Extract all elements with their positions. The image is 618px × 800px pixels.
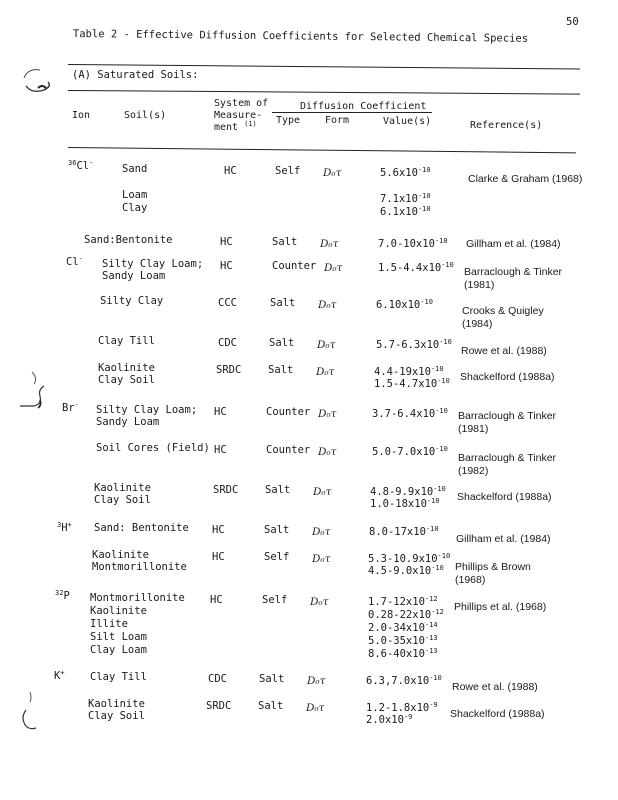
reference: Barraclough & Tinker [464, 266, 563, 278]
value-exponent: -10 [417, 192, 431, 200]
header-ion: Ion [72, 110, 91, 121]
soil-name: Illite [90, 618, 128, 630]
soil-name: Silty Clay Loam; [102, 258, 204, 270]
value-exponent: -9 [429, 701, 438, 709]
value-exponent: -9 [403, 713, 413, 721]
diffusion-form: D₀τ [323, 167, 342, 179]
reference: Rowe et al. (1988) [461, 345, 547, 357]
ion-k-symbol: K [54, 670, 61, 682]
diffusion-type: Salt [265, 484, 291, 496]
measurement-system: CCC [218, 297, 237, 309]
value-mantissa: 0.28-22x10 [368, 609, 432, 621]
header-system-line3-text: ment [214, 122, 239, 133]
soil-name: Clay Loam [90, 644, 147, 656]
diffusion-value [380, 206, 431, 218]
value-exponent: -10 [433, 485, 446, 493]
reference: (1984) [462, 318, 493, 330]
header-system-line2: Measure- [214, 110, 263, 121]
value-exponent: -10 [417, 166, 431, 174]
value-mantissa: 1.7-12x10 [368, 596, 425, 608]
reference: (1968) [455, 574, 486, 586]
ion-br-charge: - [74, 401, 79, 409]
header-references: Reference(s) [470, 120, 543, 131]
diffusion-value [366, 702, 438, 714]
soil-name: Clay Soil [94, 494, 151, 506]
soil-name: Kaolinite [92, 549, 149, 561]
diffusion-type: Salt [268, 364, 294, 376]
ion-br [62, 402, 79, 414]
value-exponent: -14 [424, 621, 438, 629]
soil-name: Clay Till [98, 335, 155, 347]
header-system-line1: System of [214, 98, 269, 109]
soil-name: Clay [122, 202, 148, 214]
header-bottom-rule [68, 147, 576, 153]
header-values: Value(s) [383, 116, 432, 127]
soil-name: Loam [122, 189, 148, 201]
reference: Gillham et al. (1984) [466, 238, 561, 250]
diffusion-type: Counter [272, 260, 317, 272]
binding-mark-top [18, 64, 58, 100]
diffusion-value [372, 408, 448, 420]
value-mantissa: 8.0-17x10 [369, 526, 426, 538]
diffusion-type: Self [262, 594, 288, 606]
diffusion-value [368, 635, 438, 647]
measurement-system: SRDC [206, 700, 232, 712]
header-type: Type [276, 115, 301, 126]
value-exponent: -12 [431, 608, 444, 616]
ion-k [54, 670, 65, 682]
diffusion-value [370, 498, 440, 510]
ion-p32 [55, 590, 70, 602]
value-mantissa: 5.6x10 [380, 167, 418, 179]
binding-mark-bottom [16, 690, 46, 736]
soil-name: Sand: Bentonite [94, 522, 189, 534]
value-exponent: -10 [437, 552, 451, 560]
reference: Phillips & Brown [455, 561, 531, 573]
diffusion-value [378, 238, 448, 250]
diffusion-value [368, 622, 438, 634]
value-mantissa: 7.0-10x10 [378, 238, 435, 250]
value-mantissa: 5.0-7.0x10 [372, 446, 436, 458]
ion-cl-symbol: Cl [66, 256, 79, 268]
diffusion-form: D₀τ [318, 299, 337, 311]
diffusion-value [366, 714, 412, 726]
value-exponent: -10 [429, 674, 442, 682]
ion-cl-charge: - [78, 255, 83, 263]
ion-cl36-charge: - [89, 159, 94, 167]
value-exponent: -12 [424, 595, 438, 603]
diffusion-type: Salt [259, 673, 285, 685]
diffusion-header-rule [272, 112, 432, 113]
page-number: 50 [566, 16, 579, 28]
header-top-rule [68, 90, 580, 95]
table-title: Table 2 - Effective Diffusion Coefficients for Selected Chemical Species [72, 28, 529, 45]
diffusion-value [368, 596, 438, 608]
soil-name: Silty Clay [100, 295, 164, 307]
reference: Crooks & Quigley [462, 305, 544, 317]
diffusion-value [368, 648, 438, 660]
soil-name: Kaolinite [98, 362, 155, 374]
value-mantissa: 3.7-6.4x10 [372, 408, 436, 420]
value-exponent: -10 [437, 377, 450, 385]
reference: (1981) [458, 423, 489, 435]
diffusion-form: D₀τ [310, 596, 329, 608]
header-soils: Soil(s) [124, 110, 167, 121]
measurement-system: HC [212, 524, 225, 536]
value-exponent: -10 [430, 365, 444, 373]
ion-h3 [57, 522, 72, 534]
diffusion-type: Counter [266, 406, 311, 418]
value-mantissa: 1.5-4.4x10 [378, 262, 442, 274]
ion-k-charge: + [60, 669, 65, 677]
measurement-system: HC [220, 260, 233, 272]
diffusion-type: Salt [264, 524, 290, 536]
value-mantissa: 5.3-10.9x10 [368, 553, 438, 565]
soil-name: Clay Soil [98, 374, 155, 386]
diffusion-form: D₀τ [307, 675, 326, 687]
ion-h3-symbol: H [61, 522, 68, 534]
value-exponent: -10 [425, 525, 439, 533]
reference: Shackelford (1988a) [450, 708, 545, 720]
soil-name: Sandy Loam [102, 270, 166, 282]
value-mantissa: 2.0x10 [366, 714, 404, 726]
ion-cl36 [68, 160, 93, 172]
reference: Shackelford (1988a) [460, 371, 555, 383]
value-mantissa: 5.0-35x10 [368, 635, 425, 647]
diffusion-type: Salt [272, 236, 298, 248]
soil-name: Silt Loam [90, 631, 147, 643]
ion-h3-mass: 3 [57, 521, 62, 529]
reference: Rowe et al. (1988) [452, 681, 538, 693]
diffusion-form: D₀τ [324, 262, 343, 274]
value-exponent: -10 [439, 338, 452, 346]
value-mantissa: 6.10x10 [376, 299, 421, 311]
measurement-system: HC [224, 165, 237, 177]
ion-p32-mass: 32 [55, 589, 64, 597]
soil-name: Soil Cores (Field) [96, 442, 210, 454]
header-system-line3 [214, 122, 257, 133]
diffusion-value [372, 446, 448, 458]
diffusion-value [374, 378, 450, 390]
reference: (1981) [464, 279, 495, 291]
diffusion-form: D₀τ [318, 446, 337, 458]
soil-name: Kaolinite [94, 482, 151, 494]
diffusion-value [376, 299, 433, 311]
diffusion-form: D₀τ [318, 408, 337, 420]
value-mantissa: 8.6-40x10 [368, 648, 425, 660]
section-label: (A) Saturated Soils: [72, 69, 199, 81]
value-exponent: -10 [441, 261, 454, 269]
diffusion-type: Self [264, 551, 290, 563]
reference: Shackelford (1988a) [457, 491, 552, 503]
diffusion-type: Counter [266, 444, 311, 456]
soil-name: Montmorillonite [92, 561, 187, 573]
value-exponent: -10 [431, 564, 444, 572]
diffusion-form: D₀τ [312, 553, 331, 565]
reference: Barraclough & Tinker [458, 410, 557, 422]
measurement-system: HC [210, 594, 223, 606]
reference: Phillips et al. (1968) [454, 601, 547, 613]
diffusion-value [378, 262, 454, 274]
ion-p32-symbol: P [63, 590, 70, 602]
measurement-system: CDC [208, 673, 227, 685]
soil-name: Kaolinite [90, 605, 147, 617]
soil-name: Sand [122, 163, 148, 175]
diffusion-value [368, 565, 444, 577]
binding-mark-middle [16, 368, 50, 418]
header-form: Form [325, 115, 350, 126]
diffusion-value [368, 609, 444, 621]
reference: Barraclough & Tinker [458, 452, 557, 464]
value-mantissa: 1.0-18x10 [370, 498, 427, 510]
diffusion-value [374, 366, 444, 378]
value-mantissa: 1.2-1.8x10 [366, 702, 430, 714]
soil-name: Kaolinite [88, 698, 145, 710]
value-mantissa: 4.8-9.9x10 [370, 486, 434, 498]
value-exponent: -10 [435, 407, 448, 415]
soil-name: Montmorillonite [90, 592, 185, 604]
value-mantissa: 6.1x10 [380, 206, 418, 218]
diffusion-type: Salt [258, 700, 284, 712]
value-exponent: -10 [435, 445, 448, 453]
measurement-system: CDC [218, 337, 237, 349]
diffusion-form: D₀τ [313, 486, 332, 498]
soil-name: Clay Soil [88, 710, 145, 722]
value-exponent: -13 [424, 647, 438, 655]
value-exponent: -13 [424, 634, 438, 642]
value-exponent: -10 [417, 205, 431, 213]
value-mantissa: 6.3,7.0x10 [366, 675, 430, 687]
diffusion-type: Salt [270, 297, 296, 309]
measurement-system: HC [214, 444, 227, 456]
value-exponent: -10 [426, 497, 440, 505]
soil-name: Sandy Loam [96, 416, 160, 428]
header-system-note: (1) [244, 120, 257, 128]
diffusion-form: D₀τ [320, 238, 339, 250]
reference: (1982) [458, 465, 489, 477]
measurement-system: HC [214, 406, 227, 418]
soil-name: Silty Clay Loam; [96, 404, 198, 416]
value-mantissa: 4.5-9.0x10 [368, 565, 432, 577]
diffusion-value [366, 675, 442, 687]
value-mantissa: 5.7-6.3x10 [376, 339, 440, 351]
ion-h3-charge: + [67, 521, 72, 529]
reference: Clarke & Graham (1968) [468, 173, 583, 185]
ion-cl36-symbol: Cl [76, 160, 90, 172]
measurement-system: HC [220, 236, 233, 248]
diffusion-value [369, 526, 439, 538]
value-exponent: -10 [420, 298, 433, 306]
measurement-system: HC [212, 551, 225, 563]
diffusion-value [380, 167, 431, 179]
ion-cl36-mass: 36 [68, 159, 77, 167]
soil-name: Clay Till [90, 671, 147, 683]
ion-cl [66, 256, 83, 268]
diffusion-value [376, 339, 452, 351]
diffusion-type: Self [275, 165, 301, 177]
diffusion-form: D₀τ [306, 702, 325, 714]
value-mantissa: 7.1x10 [380, 193, 418, 205]
value-mantissa: 2.0-34x10 [368, 622, 425, 634]
soil-name: Sand:Bentonite [84, 234, 173, 246]
measurement-system: SRDC [213, 484, 239, 496]
diffusion-type: Salt [269, 337, 295, 349]
diffusion-form: D₀τ [316, 366, 335, 378]
header-diffusion-coefficient: Diffusion Coefficient [300, 101, 427, 112]
diffusion-form: D₀τ [312, 526, 331, 538]
ion-br-symbol: Br [62, 402, 75, 414]
reference: Gillham et al. (1984) [456, 533, 551, 545]
value-mantissa: 4.4-19x10 [374, 366, 431, 378]
diffusion-form: D₀τ [317, 339, 336, 351]
measurement-system: SRDC [216, 364, 242, 376]
value-exponent: -10 [434, 237, 448, 245]
diffusion-value [380, 193, 431, 205]
value-mantissa: 1.5-4.7x10 [374, 378, 438, 390]
